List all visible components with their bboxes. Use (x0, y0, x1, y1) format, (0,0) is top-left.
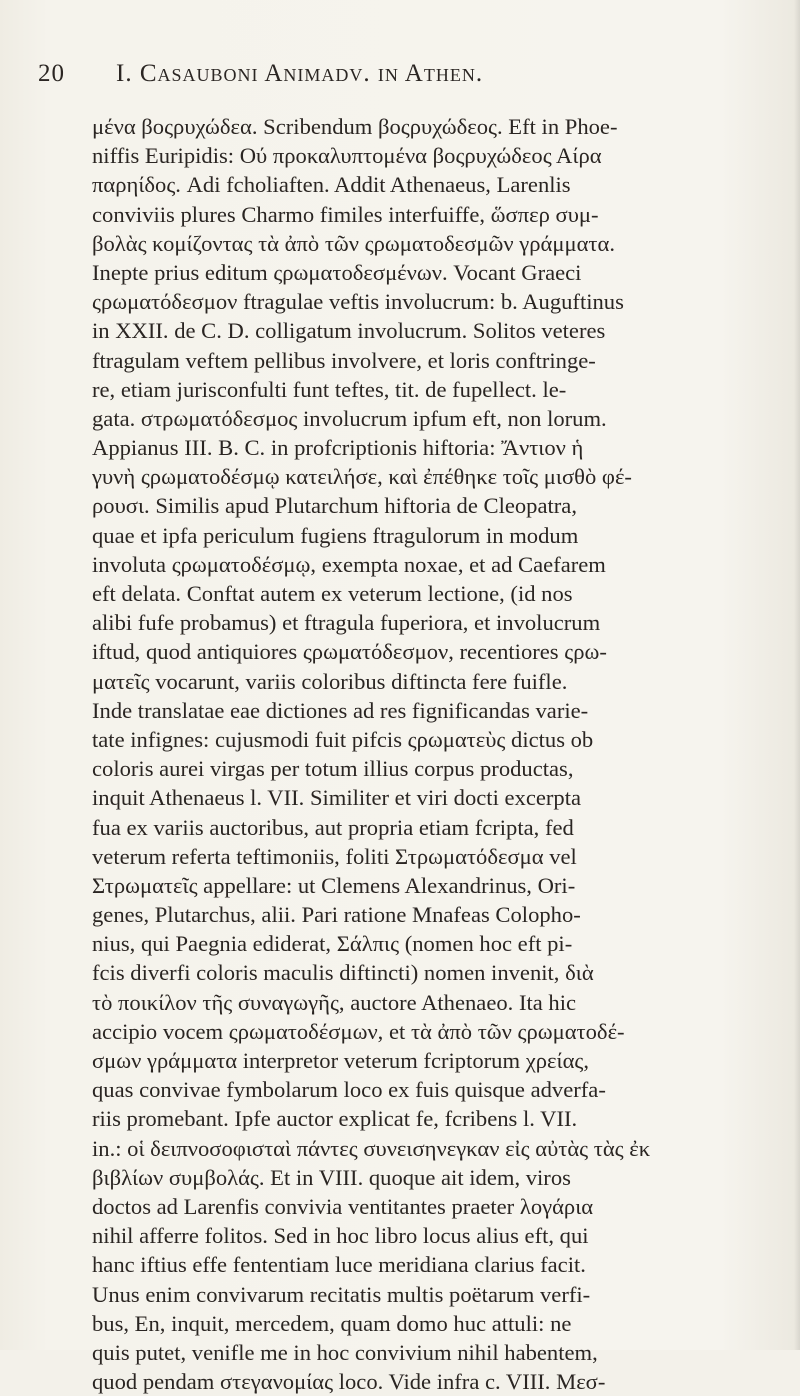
text-line: inquit Athenaeus l. VII. Similiter et viri docti excerpta (92, 785, 581, 811)
text-line: Inepte prius editum ςρωματοδεσμένων. Vocant Graeci (92, 259, 582, 285)
text-line: nihil afferre folitos. Sed in hoc libro locus alius eft, qui (92, 1223, 589, 1249)
text-line: Στρωματεῖς appellare: ut Clemens Alexandrinus, Ori- (92, 872, 576, 898)
text-line: tate infignes: cujusmodi fuit pifcis ςρωματεὺς dictus ob (92, 726, 594, 752)
text-line: fua ex variis auctoribus, aut propria etiam fcripta, fed (92, 814, 574, 840)
text-line: Unus enim convivarum recitatis multis poëtarum verfi- (92, 1281, 591, 1307)
text-line: Inde translatae eae dictiones ad res fignificandas varie- (92, 697, 589, 723)
body-text (92, 112, 756, 1396)
text-line: quod pendam στεγανομίας loco. Vide infra c. VIII. Μεσ- (92, 1369, 606, 1395)
text-line: fcis diverfi coloris maculis diftincti) nomen invenit, διὰ (92, 960, 594, 986)
text-line: nius, qui Paegnia ediderat, Σάλπις (nomen hoc eft pi- (92, 931, 573, 957)
text-line: Appianus III. B. C. in profcriptionis hiftoria: Ἄντιον ἡ (92, 435, 584, 461)
running-title: I. Casauboni Animadv. in Athen. (116, 60, 484, 87)
text-line: accipio vocem ςρωματοδέσμων, et τὰ ἀπὸ τῶν ςρωματοδέ- (92, 1018, 625, 1044)
text-line: in XXII. de C. D. colligatum involucrum. Solitos veteres (92, 318, 606, 344)
text-line: coloris aurei virgas per totum illius corpus productas, (92, 756, 574, 782)
text-line: quas convivae fymbolarum loco ex fuis quisque adverfa- (92, 1077, 606, 1103)
text-line: ματεῖς vocarunt, variis coloribus diftincta fere fuifle. (92, 668, 568, 694)
text-line: ρουσι. Similis apud Plutarchum hiftoria de Cleopatra, (92, 493, 577, 519)
text-line: σμων γράμματα interpretor veterum fcriptorum χρείας, (92, 1048, 589, 1073)
text-line: βιβλίων συμβολάς. Et in VIII. quoque ait idem, viros (92, 1164, 571, 1190)
text-line: eft delata. Conftat autem ex veterum lectione, (id nos (92, 581, 573, 606)
text-line: gata. στρωματόδεσμος involucrum ipfum eft, non lorum. (92, 405, 607, 431)
text-line: ftragulam veftem pellibus involvere, et loris conftringe- (92, 347, 596, 373)
text-line: quae et ipfa periculum fugiens ftragulorum in modum (92, 522, 579, 548)
page-edge-shadow (794, 0, 800, 1350)
page-header (38, 60, 778, 94)
text-line: βολὰς κομίζοντας τὰ ἀπὸ τῶν ςρωματοδεσμῶν γράμματα. (92, 230, 615, 256)
text-line: hanc iftius effe fententiam luce meridiana clarius facit. (92, 1252, 586, 1278)
text-line: τὸ ποικίλον τῆς συναγωγῆς, auctore Athenaeo. Ita hic (92, 989, 577, 1015)
text-line: ςρωματόδεσμον ftragulae veftis involucrum: b. Auguftinus (92, 289, 624, 315)
text-line: μένα βοςρυχώδεα. Scribendum βοςρυχώδεος. Eft in Phoe- (92, 114, 618, 139)
text-line: alibi fufe probamus) et ftragula fuperiora, et involucrum (92, 610, 601, 636)
text-line: niffis Euripidis: Ού προκαλυπτομένα βοςρυχώδεος Αίρα (92, 143, 602, 169)
text-line: veterum referta teftimoniis, foliti Στρωματόδεσμα vel (92, 843, 577, 869)
text-line: riis promebant. Ipfe auctor explicat fe, fcribens l. VII. (92, 1106, 578, 1132)
text-line: doctos ad Larenfis convivia ventitantes praeter λογάρια (92, 1193, 594, 1219)
text-line: genes, Plutarchus, alii. Pari ratione Mnafeas Colopho- (92, 902, 581, 928)
text-line: involuta ςρωματοδέσμῳ, exempta noxae, et ad Caefarem (92, 551, 606, 577)
text-line: re, etiam jurisconfulti funt teftes, tit. de fupellect. le- (92, 376, 567, 402)
text-line: quis putet, venifle me in hoc convivium nihil habentem, (92, 1339, 598, 1365)
text-line: iftud, quod antiquiores ςρωματόδεσμον, recentiores ςρω- (92, 639, 607, 665)
text-line: παρηίδος. Adi fcholiaften. Addit Athenaeus, Larenlis (92, 172, 571, 198)
text-line: bus, En, inquit, mercedem, quam domo huc attuli: ne (92, 1310, 572, 1336)
text-line: γυνὴ ςρωματοδέσμῳ κατειλήσε, καὶ ἐπέθηκε τοῖς μισθὸ φέ- (92, 464, 632, 490)
page-number: 20 (38, 60, 65, 87)
text-line: conviviis plures Charmo fimiles interfuiffe, ὥσπερ συμ- (92, 201, 599, 227)
text-line: in.: οἱ δειπνοσοφισταὶ πάντες συνεισηνεγκαν εἰς αὐτὰς τὰς ἐκ (92, 1135, 651, 1161)
